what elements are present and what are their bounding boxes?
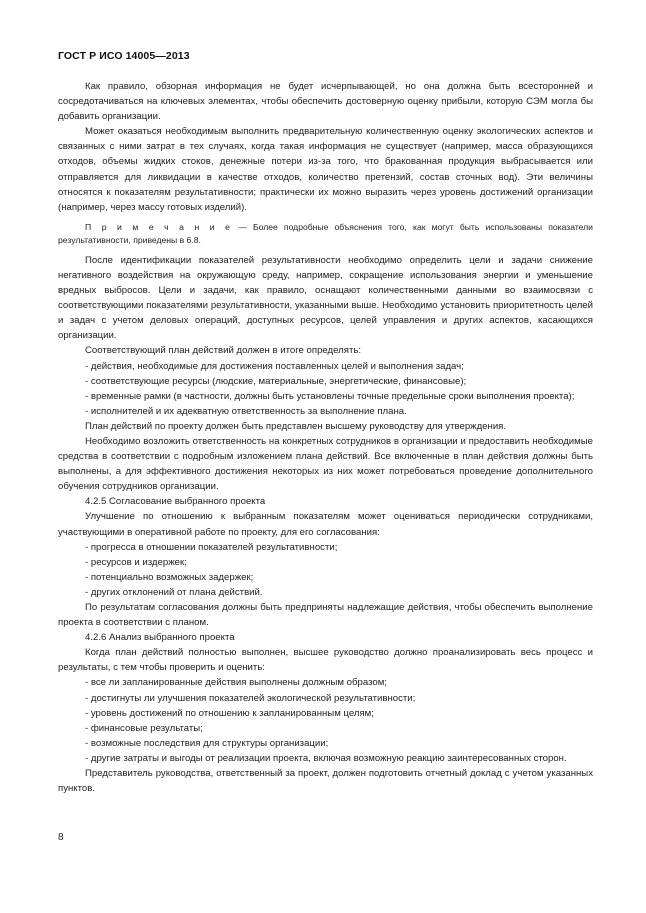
list-item: - потенциально возможных задержек;	[85, 571, 254, 583]
paragraph: Необходимо возложить ответственность на конкретных сотрудников в организации и предоставить необходимые средства в соответствии с подробным изложением плана действий. Все включенные в план действия должны быть выполнены, а для эффективного достижения некоторых из них может потребоваться проведение дополнительного обучения сотрудников организации.	[58, 435, 593, 493]
document-body	[58, 79, 593, 796]
paragraph: После идентификации показателей результативности необходимо определить цели и задачи снижение негативного воздействия на окружающую среду, например, сокращение использования энергии и уменьшение вредных выбросов. Цели и задачи, как правило, оснащают количественными данными во взаимосвязи с соответствующими показателями результативности, указанными выше. Необходимо установить приоритетность целей и задач с учетом деловых операций, доступных ресурсов, целей управления и других аспектов, касающихся организации.	[58, 254, 593, 342]
list-item: - соответствующие ресурсы (людские, материальные, энергетические, финансовые);	[85, 375, 467, 387]
document-header: ГОСТ Р ИСО 14005—2013	[58, 50, 190, 62]
list-item: - возможные последствия для структуры организации;	[85, 737, 329, 749]
paragraph: План действий по проекту должен быть представлен высшему руководству для утверждения.	[85, 420, 507, 432]
paragraph: Может оказаться необходимым выполнить предварительную количественную оценку экологических аспектов и связанных с ними затрат в тех случаях, когда такая информация не существует (например, масса образующихся отходов, объемы жидких стоков, денежные потери из-за того, что бракованная продукция выбрасывается или отправляется для ликвидации в качестве отходов, количество претензий, состав сточных вод). Эти величины относятся к показателям результативности; практически их можно выразить через уровень достижений организации (например, через массу готовых изделий).	[58, 126, 593, 213]
list-item: - уровень достижений по отношению к запланированным целям;	[85, 707, 374, 719]
section-heading: 4.2.6 Анализ выбранного проекта	[85, 632, 235, 644]
note	[58, 221, 593, 247]
list-item: - других отклонений от плана действий.	[85, 586, 263, 598]
paragraph: Когда план действий полностью выполнен, высшее руководство должно проанализировать весь процесс и результаты, с тем чтобы проверить и оценить:	[58, 647, 593, 674]
paragraph: Улучшение по отношению к выбранным показателям может оцениваться периодически сотрудниками, участвующими в оперативной работе по проекту, для его согласования:	[58, 511, 593, 538]
list-item: - действия, необходимые для достижения поставленных целей и выполнения задач;	[85, 360, 464, 372]
list-item: - финансовые результаты;	[85, 722, 203, 734]
list-item: - исполнителей и их адекватную ответственность за выполнение плана.	[85, 405, 407, 417]
note-text: — Более подробные объяснения того, как могут быть использованы показатели результативности, приведены в 6.8.	[58, 221, 593, 245]
note-label: П р и м е ч а н и е	[85, 221, 233, 232]
list-item: - другие затраты и выгоды от реализации проекта, включая возможную реакцию заинтересованных сторон.	[85, 752, 567, 764]
section-heading: 4.2.5 Согласование выбранного проекта	[85, 496, 266, 508]
paragraph: По результатам согласования должны быть предприняты надлежащие действия, чтобы обеспечить выполнение проекта в соответствии с планом.	[58, 602, 593, 629]
paragraph: Как правило, обзорная информация не будет исчерпывающей, но она должна быть всесторонней и сосредотачиваться на ключевых элементах, чтобы обеспечить достоверную оценку прибыли, которую СЭМ могла бы добавить организации.	[58, 81, 593, 123]
list-item: - все ли запланированные действия выполнены должным образом;	[85, 677, 387, 689]
list-item: - достигнуты ли улучшения показателей экологической результативности;	[85, 692, 416, 704]
list-item: - ресурсов и издержек;	[85, 556, 187, 568]
list-item: - прогресса в отношении показателей результативности;	[85, 541, 338, 553]
paragraph: Соответствующий план действий должен в итоге определять:	[85, 345, 362, 357]
page-number: 8	[58, 832, 64, 843]
paragraph: Представитель руководства, ответственный за проект, должен подготовить отчетный доклад с учетом указанных пунктов.	[58, 768, 593, 795]
list-item: - временные рамки (в частности, должны быть установлены точные предельные сроки выполнения проекта);	[85, 390, 575, 402]
